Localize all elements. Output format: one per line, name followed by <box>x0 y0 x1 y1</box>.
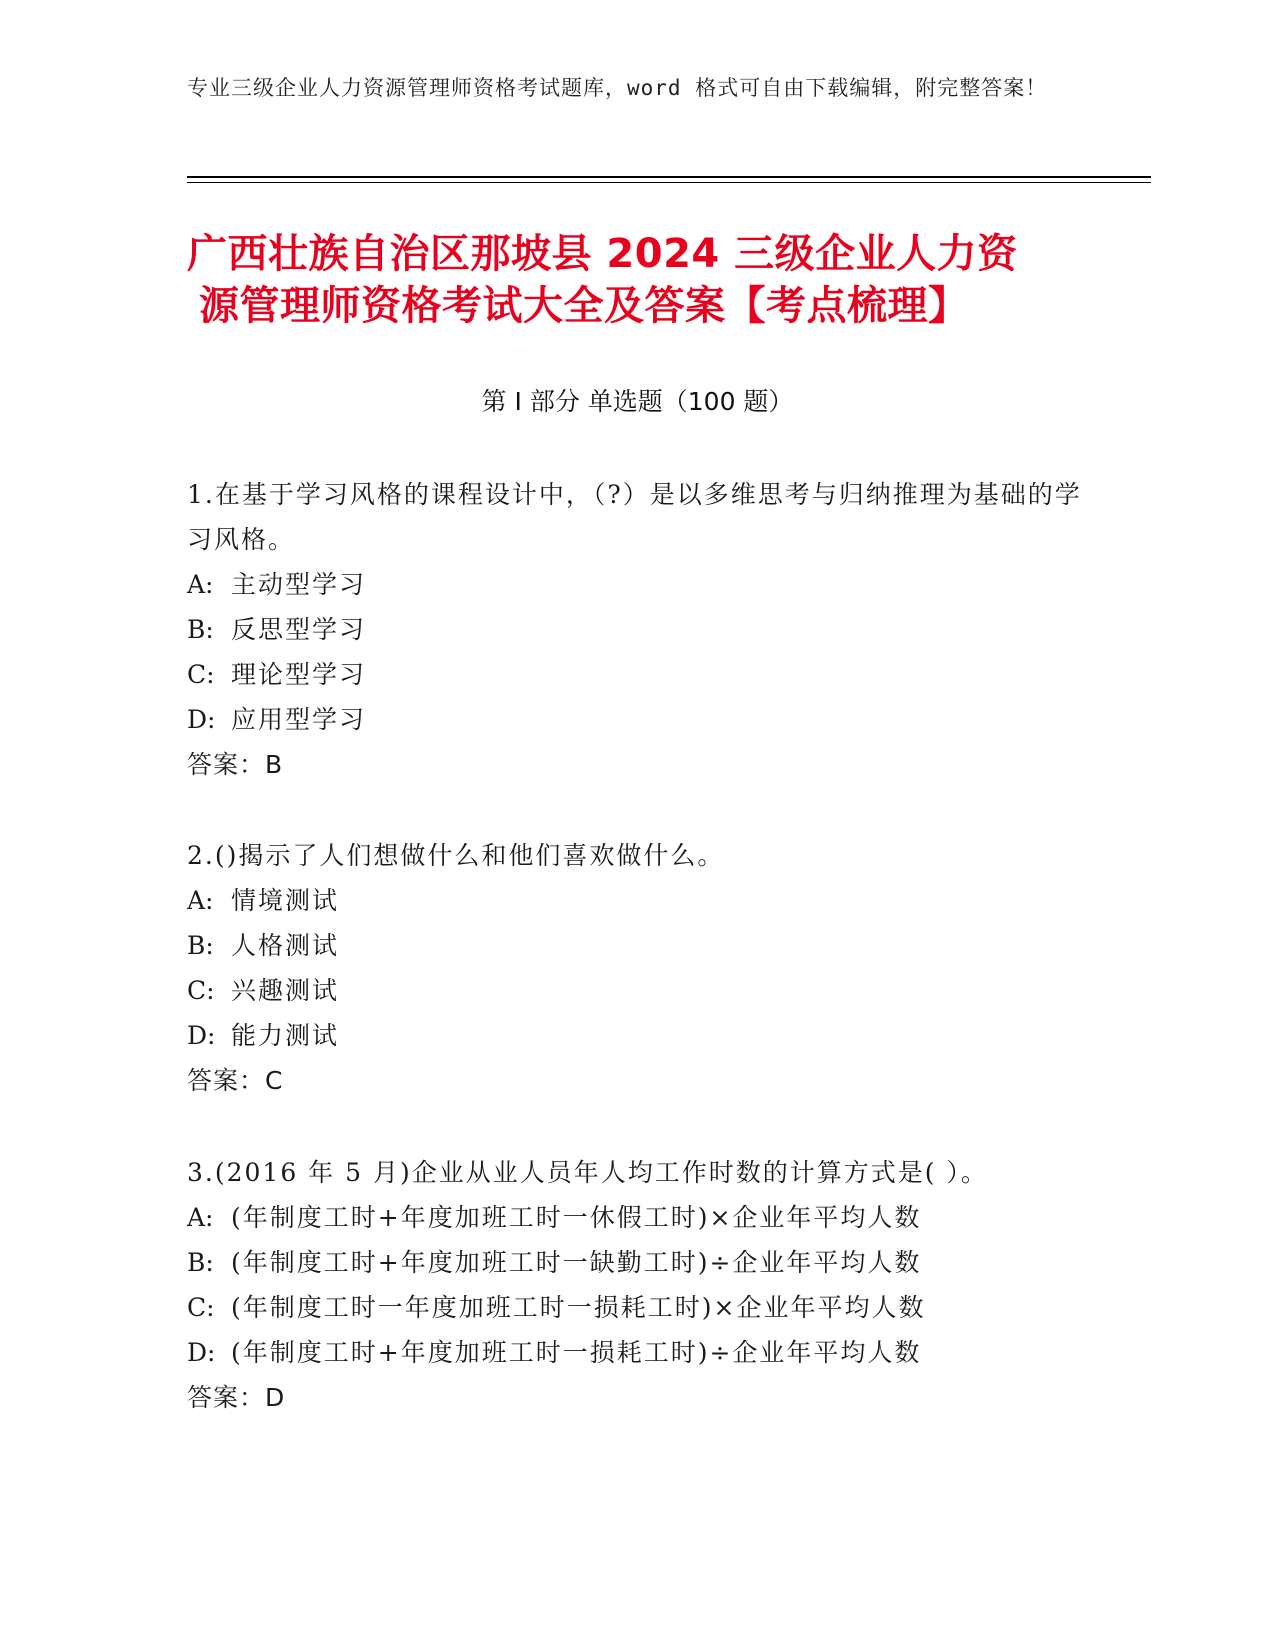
option-text: 情境测试 <box>231 886 340 915</box>
option-d <box>187 1013 1087 1058</box>
option-b <box>187 923 1087 968</box>
option-key: C: <box>187 976 215 1005</box>
option-key: B: <box>187 1248 214 1277</box>
option-text: 主动型学习 <box>231 570 367 599</box>
document-title-line-2: 源管理师资格考试大全及答案【考点梳理】 <box>199 283 969 329</box>
answer-line: 答案：D <box>187 1383 286 1412</box>
option-c <box>187 1285 1087 1330</box>
option-a <box>187 562 1087 607</box>
question-text: 3.(2016 年 5 月)企业从业人员年人均工作时数的计算方式是( ）。 <box>187 1158 988 1187</box>
option-text: 兴趣测试 <box>231 976 340 1005</box>
option-text: 反思型学习 <box>231 615 367 644</box>
document-title-line-1: 广西壮族自治区那坡县 2024 三级企业人力资 <box>187 231 1018 277</box>
option-key: B: <box>187 615 214 644</box>
option-key: A: <box>187 886 214 915</box>
option-text: (年制度工时+年度加班工时一缺勤工时)÷企业年平均人数 <box>231 1248 922 1277</box>
option-key: C: <box>187 1293 215 1322</box>
option-key: D: <box>187 705 216 734</box>
option-c <box>187 652 1087 697</box>
header-note: 专业三级企业人力资源管理师资格考试题库，word 格式可自由下载编辑，附完整答案！ <box>187 76 1048 100</box>
option-text: (年制度工时一年度加班工时一损耗工时)×企业年平均人数 <box>231 1293 926 1322</box>
header-divider-thin <box>187 182 1151 183</box>
question-text: 2.()揭示了人们想做什么和他们喜欢做什么。 <box>187 841 725 870</box>
option-key: B: <box>187 931 214 960</box>
option-key: A: <box>187 1203 214 1232</box>
option-key: A: <box>187 570 214 599</box>
question-text: 1.在基于学习风格的课程设计中，（?）是以多维思考与归纳推理为基础的学习风格。 <box>187 480 1082 554</box>
header-divider-thick <box>187 176 1151 178</box>
answer-line: 答案：C <box>187 1066 284 1095</box>
question-1 <box>187 472 1087 787</box>
option-a <box>187 1195 1087 1240</box>
option-text: (年制度工时+年度加班工时一休假工时)×企业年平均人数 <box>231 1203 922 1232</box>
option-d <box>187 1330 1087 1375</box>
option-c <box>187 968 1087 1013</box>
option-b <box>187 607 1087 652</box>
question-2 <box>187 833 1087 1103</box>
option-key: D: <box>187 1338 216 1367</box>
section-title: 第 I 部分 单选题（100 题） <box>481 387 794 416</box>
question-3 <box>187 1150 1087 1420</box>
option-text: 人格测试 <box>231 931 340 960</box>
option-text: (年制度工时+年度加班工时一损耗工时)÷企业年平均人数 <box>231 1338 922 1367</box>
option-b <box>187 1240 1087 1285</box>
answer-line: 答案：B <box>187 750 284 779</box>
option-a <box>187 878 1087 923</box>
option-text: 能力测试 <box>231 1021 340 1050</box>
option-text: 应用型学习 <box>231 705 367 734</box>
option-d <box>187 697 1087 742</box>
document-title <box>187 228 1087 332</box>
option-key: C: <box>187 660 215 689</box>
option-key: D: <box>187 1021 216 1050</box>
option-text: 理论型学习 <box>231 660 367 689</box>
